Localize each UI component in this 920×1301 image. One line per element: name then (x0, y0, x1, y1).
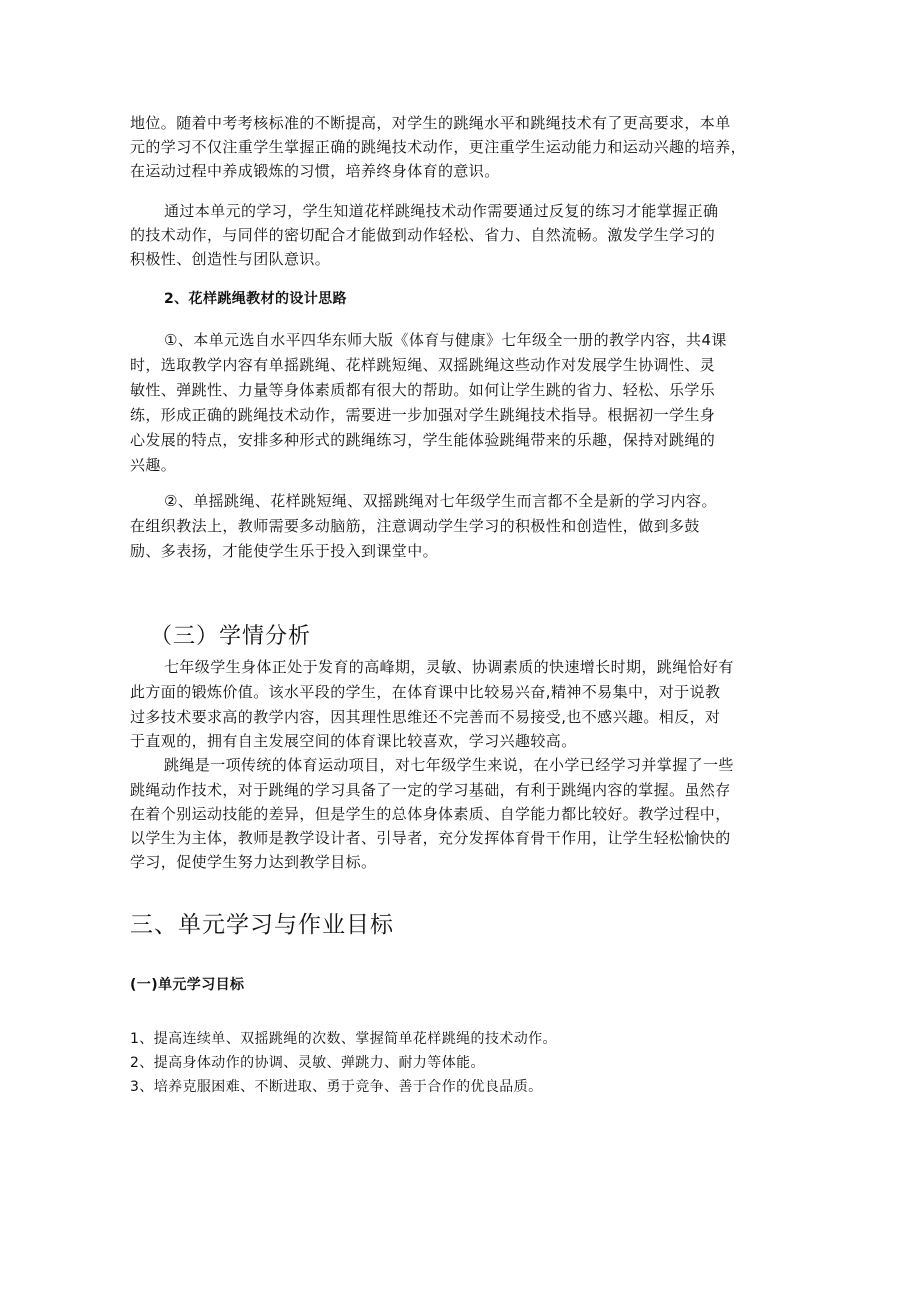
analysis2-line-1: 跳绳是一项传统的体育运动项目，对七年级学生来说，在小学已经学习并掌握了一些 (164, 756, 734, 774)
analysis2-line-4: 以学生为主体，教师是教学设计者、引导者，充分发挥体育骨干作用，让学生轻松愉快的 (130, 829, 731, 847)
point2-line-1: ②、单摇跳绳、花样跳短绳、双摇跳绳对七年级学生而言都不全是新的学习内容。 (164, 492, 717, 510)
intro-line-3: 在运动过程中养成锻炼的习惯，培养终身体育的意识。 (130, 162, 500, 180)
analysis2-line-3: 在着个别运动技能的差异，但是学生的总体身体素质、自学能力都比较好。教学过程中， (130, 805, 731, 823)
analysis2-line-2: 跳绳动作技术，对于跳绳的学习具备了一定的学习基础，有利于跳绳内容的掌握。虽然存 (130, 781, 731, 799)
point1-line-5: 心发展的特点，安排多种形式的跳绳练习，学生能体验跳绳带来的乐趣，保持对跳绳的 (130, 431, 716, 449)
point1-line-6: 兴趣。 (130, 456, 177, 474)
goal-item-3: 3、培养克服困难、不断进取、勇于竞争、善于合作的优良品质。 (130, 1079, 543, 1095)
analysis1-line-2: 此方面的锻炼价值。该水平段的学生，在体育课中比较易兴奋,精神不易集中，对于说教 (130, 683, 721, 701)
analysis2-line-5: 学习，促使学生努力达到教学目标。 (130, 853, 377, 871)
section-learning-analysis-title: （三）学情分析 (150, 624, 312, 649)
point1-line-4: 练，形成正确的跳绳技术动作，需要进一步加强对学生跳绳技术指导。根据初一学生身 (130, 406, 716, 424)
para2-line-1: 通过本单元的学习，学生知道花样跳绳技术动作需要通过反复的练习才能掌握正确 (164, 202, 719, 220)
point1-line-2: 时，选取教学内容有单摇跳绳、花样跳短绳、双摇跳绳这些动作对发展学生协调性、灵 (130, 356, 716, 374)
chapter-title: 三、单元学习与作业目标 (130, 912, 394, 938)
analysis1-line-3: 过多技术要求高的教学内容，因其理性思维还不完善而不易接受,也不感兴趣。相反，对 (130, 708, 721, 726)
point2-line-3: 励、多表扬，才能使学生乐于投入到课堂中。 (130, 542, 439, 560)
point2-line-2: 在组织教法上，教师需要多动脑筋，注意调动学生学习的积极性和创造性，做到多鼓 (130, 517, 700, 535)
goal-item-2: 2、提高身体动作的协调、灵敏、弹跳力、耐力等体能。 (130, 1055, 485, 1071)
point1-line-1: ①、本单元选自水平四华东师大版《体育与健康》七年级全一册的教学内容，共4课 (164, 331, 727, 349)
intro-line-1: 地位。随着中考考核标准的不断提高，对学生的跳绳水平和跳绳技术有了更高要求，本单 (130, 114, 731, 132)
goal-item-1: 1、提高连续单、双摇跳绳的次数、掌握简单花样跳绳的技术动作。 (130, 1031, 557, 1047)
analysis1-line-4: 于直观的，拥有自主发展空间的体育课比较喜欢，学习兴趣较高。 (130, 732, 577, 750)
subheading-design-ideas: 2、花样跳绳教材的设计思路 (164, 291, 347, 307)
goals-heading: (一)单元学习目标 (130, 977, 245, 993)
point1-line-3: 敏性、弹跳性、力量等身体素质都有很大的帮助。如何让学生跳的省力、轻松、乐学乐 (130, 381, 716, 399)
analysis1-line-1: 七年级学生身体正处于发育的高峰期，灵敏、协调素质的快速增长时期，跳绳恰好有 (164, 658, 734, 676)
para2-line-2: 的技术动作，与同伴的密切配合才能做到动作轻松、省力、自然流畅。激发学生学习的 (130, 226, 716, 244)
intro-line-2: 元的学习不仅注重学生掌握正确的跳绳技术动作，更注重学生运动能力和运动兴趣的培养， (130, 138, 747, 156)
para2-line-3: 积极性、创造性与团队意识。 (130, 250, 331, 268)
